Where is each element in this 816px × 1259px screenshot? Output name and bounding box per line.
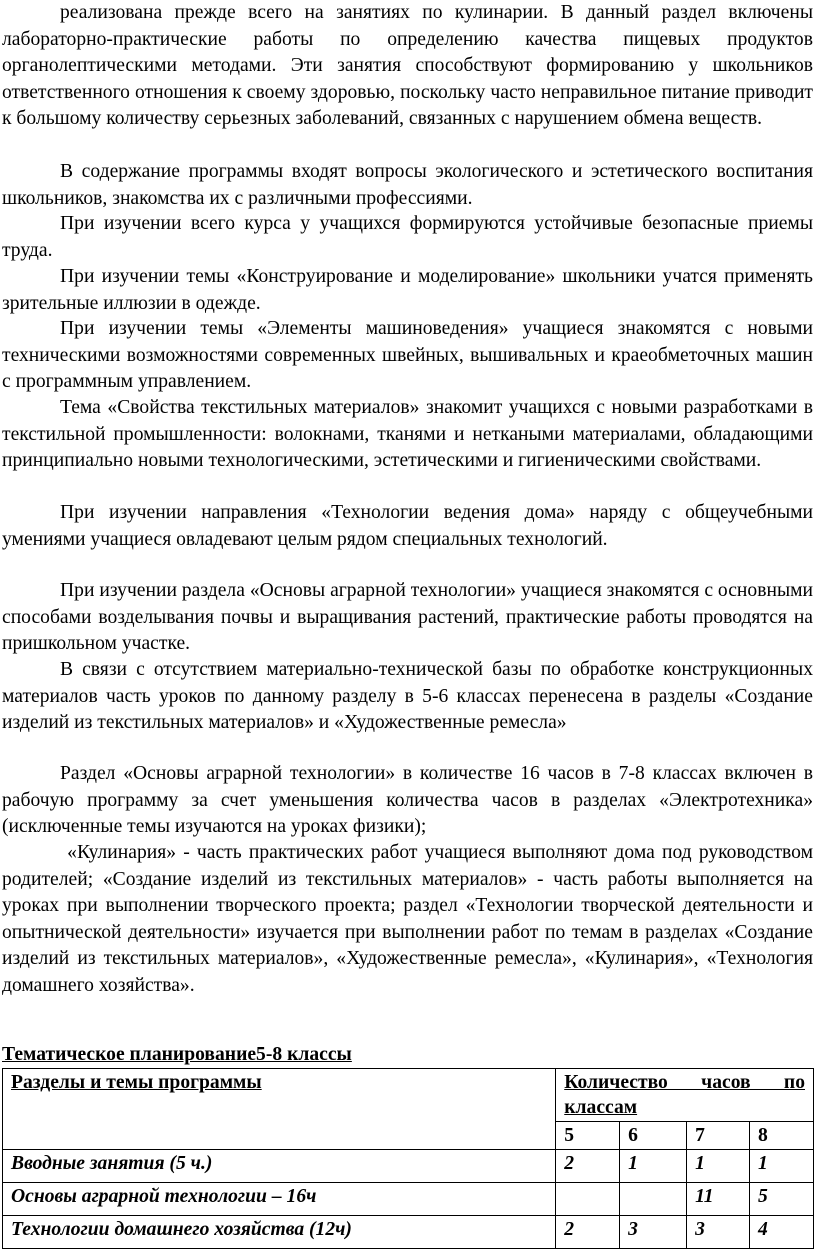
paragraph-3: При изучении всего курса у учащихся формируются устойчивые безопасные приемы труда.	[2, 213, 813, 261]
row-hours-7: 11	[687, 1183, 750, 1216]
row-topic: Технологии домашнего хозяйства (12ч)	[3, 1216, 556, 1249]
paragraph-2: В содержание программы входят вопросы экологического и эстетического воспитания школьников, знакомства их с различными профессиями.	[2, 161, 813, 209]
row-topic: Вводные занятия (5 ч.)	[3, 1150, 556, 1183]
thematic-plan-table	[2, 1068, 814, 1249]
grade-6: 6	[620, 1122, 687, 1150]
row-hours-7: 1	[687, 1150, 750, 1183]
table-row	[3, 1150, 814, 1183]
table-row	[3, 1183, 814, 1216]
paragraph-11: «Кулинария» - часть практических работ учащиеся выполняют дома под руководством родителей; «Создание изделий из текстильных материалов» - часть работы выполняется на уроках при выполнении творческого проекта; раздел «Технологии творческой деятельности и опытнической деятельности» изучается при выполнении работ по темам в разделах «Создание изделий из текстильных материалов», «Художественные ремесла», «Кулинария», «Технология домашнего хозяйства».	[2, 842, 813, 996]
row-topic: Основы аграрной технологии – 16ч	[3, 1183, 556, 1216]
row-hours-5: 2	[556, 1150, 620, 1183]
paragraph-7: При изучении направления «Технологии ведения дома» наряду с общеучебными умениями учащиеся овладевают целым рядом специальных технологий.	[2, 502, 813, 550]
paragraph-8: При изучении раздела «Основы аграрной технологии» учащиеся знакомятся с основными способами возделывания почвы и выращивания растений, практические работы проводятся на пришкольном участке.	[2, 580, 813, 654]
row-hours-6: 1	[620, 1150, 687, 1183]
row-hours-5	[556, 1183, 620, 1216]
paragraph-9: В связи с отсутствием материально-технической базы по обработке конструкционных материалов часть уроков по данному разделу в 5-6 классах перенесена в разделы «Создание изделий из текстильных материалов» и «Художественные ремесла»	[2, 659, 813, 733]
header-hours: Количество часов по классам	[556, 1069, 814, 1122]
row-hours-5: 2	[556, 1216, 620, 1249]
grade-8: 8	[750, 1122, 814, 1150]
table-header-row	[3, 1069, 814, 1122]
table-title: Тематическое планирование5-8 классы	[2, 1044, 352, 1065]
table-row	[3, 1216, 814, 1249]
paragraph-6: Тема «Свойства текстильных материалов» знакомит учащихся с новыми разработками в текстильной промышленности: волокнами, тканями и неткаными материалами, обладающими принципиально новыми технологическими, эстетическими и гигиеническими свойствами.	[2, 397, 813, 471]
row-hours-8: 4	[750, 1216, 814, 1249]
row-hours-6	[620, 1183, 687, 1216]
paragraph-10: Раздел «Основы аграрной технологии» в количестве 16 часов в 7-8 классах включен в рабочую программу за счет уменьшения количества часов в разделах «Электротехника» (исключенные темы изучаются на уроках физики);	[2, 763, 813, 837]
header-topics: Разделы и темы программы	[3, 1069, 556, 1150]
grade-7: 7	[687, 1122, 750, 1150]
paragraph-5: При изучении темы «Элементы машиноведения» учащиеся знакомятся с новыми техническими возможностями современных швейных, вышивальных и краеобметочных машин с программным управлением.	[2, 318, 813, 392]
paragraph-1: реализована прежде всего на занятиях по кулинарии. В данный раздел включены лабораторно-практические работы по определению качества пищевых продуктов органолептическими методами. Эти занятия способствуют формированию у школьников ответственного отношения к своему здоровью, поскольку часто неправильное питание приводит к большому количеству серьезных заболеваний, связанных с нарушением обмена веществ.	[2, 2, 813, 129]
row-hours-6: 3	[620, 1216, 687, 1249]
row-hours-7: 3	[687, 1216, 750, 1249]
grade-5: 5	[556, 1122, 620, 1150]
row-hours-8: 5	[750, 1183, 814, 1216]
paragraph-4: При изучении темы «Конструирование и моделирование» школьники учатся применять зрительные иллюзии в одежде.	[2, 266, 813, 314]
row-hours-8: 1	[750, 1150, 814, 1183]
